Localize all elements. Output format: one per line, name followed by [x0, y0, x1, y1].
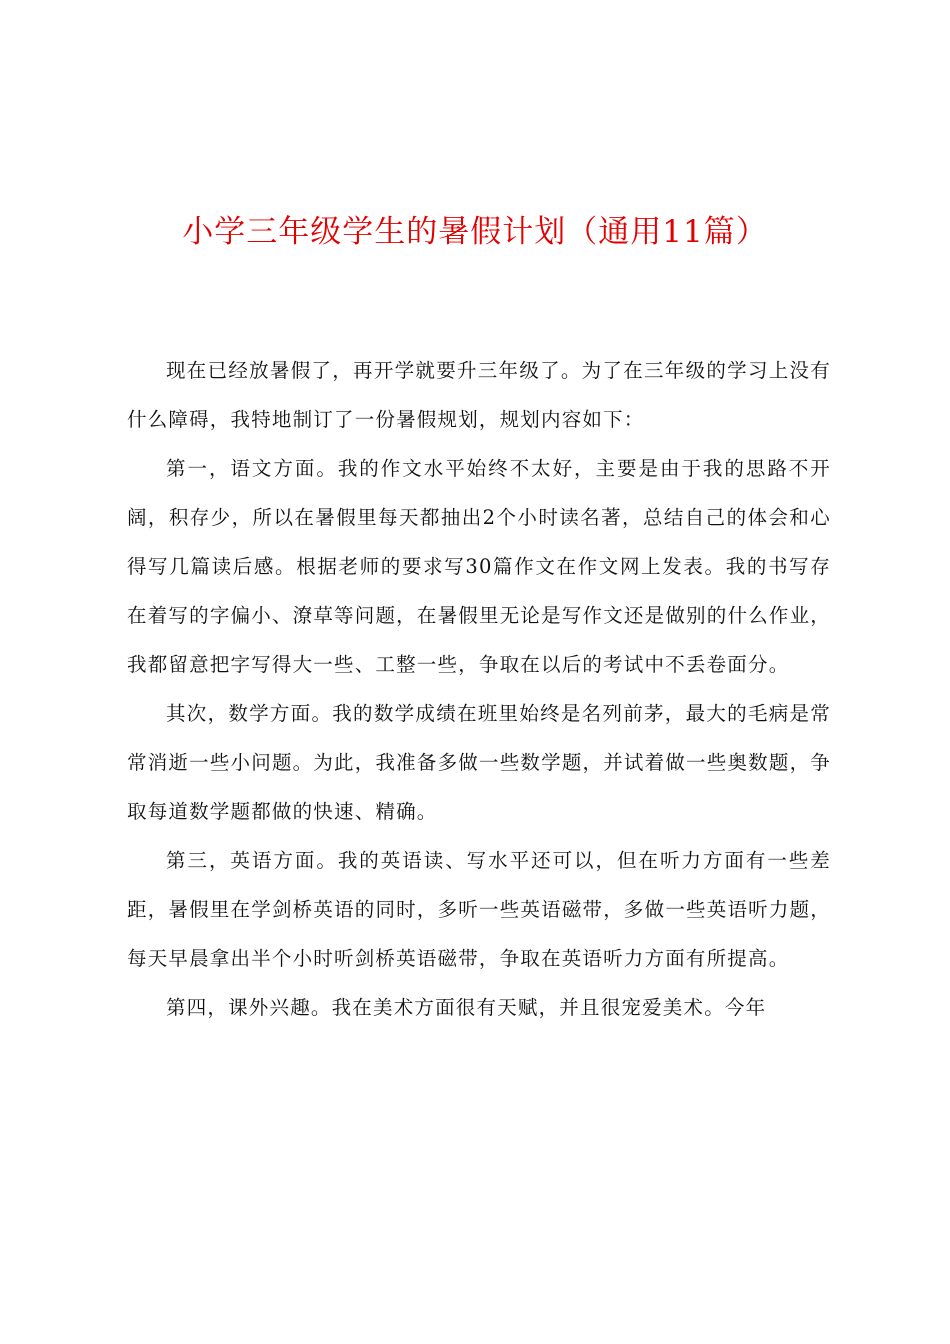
paragraph-math: 其次，数学方面。我的数学成绩在班里始终是名列前茅，最大的毛病是常常消逝一些小问题。为此，我准备多做一些数学题，并试着做一些奥数题，争取每道数学题都做的快速、精确。	[127, 702, 831, 823]
paragraph-chinese: 第一，语文方面。我的作文水平始终不太好，主要是由于我的思路不开阔，积存少，所以在暑假里每天都抽出2个小时读名著，总结自己的体会和心得写几篇读后感。根据老师的要求写30篇作文在作文网上发表。我的书写存在着写的字偏小、潦草等问题，在暑假里无论是写作文还是做别的什么作业，我都留意把字写得大一些、工整一些，争取在以后的考试中不丢卷面分。	[127, 457, 831, 676]
paragraph-intro: 现在已经放暑假了，再开学就要升三年级了。为了在三年级的学习上没有什么障碍，我特地制订了一份暑假规划，规划内容如下：	[127, 359, 831, 431]
paragraph-interests: 第四，课外兴趣。我在美术方面很有天赋，并且很宠爱美术。今年	[166, 996, 767, 1019]
document-title: 小学三年级学生的暑假计划（通用11篇）	[182, 214, 768, 250]
document-body	[127, 346, 831, 1032]
paragraph-english: 第三，英语方面。我的英语读、写水平还可以，但在听力方面有一些差距，暑假里在学剑桥英语的同时，多听一些英语磁带，多做一些英语听力题，每天早晨拿出半个小时听剑桥英语磁带，争取在英语听力方面有所提高。	[127, 849, 831, 970]
